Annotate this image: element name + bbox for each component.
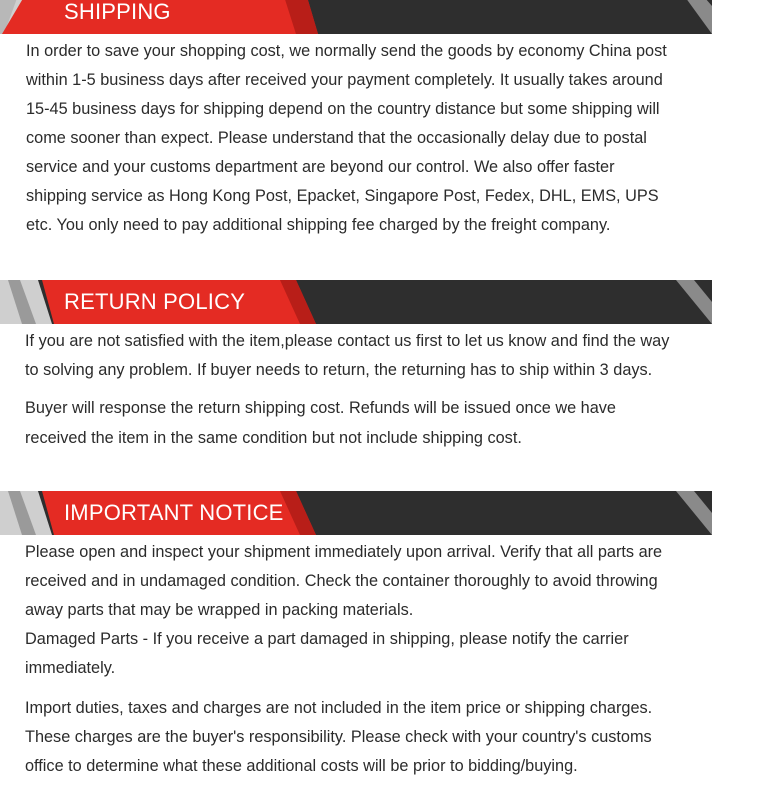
paragraph-line: These charges are the buyer's responsibility. Please check with your country's customs [25, 728, 652, 746]
paragraph-line: away parts that may be wrapped in packing materials. [25, 601, 414, 619]
paragraph-line: Buyer will response the return shipping cost. Refunds will be issued once we have [25, 399, 616, 417]
paragraph-line: come sooner than expect. Please understand that the occasionally delay due to postal [26, 129, 647, 147]
paragraph-line: within 1-5 business days after received your payment completely. It usually takes around [26, 71, 663, 89]
return-policy-title: RETURN POLICY [64, 289, 246, 314]
shipping-title: SHIPPING [64, 0, 171, 24]
important-notice-banner [0, 491, 712, 535]
paragraph-line: If you are not satisfied with the item,please contact us first to let us know and find the way [25, 332, 670, 350]
paragraph-line: Import duties, taxes and charges are not included in the item price or shipping charges. [25, 699, 653, 717]
paragraph-line: etc. You only need to pay additional shipping fee charged by the freight company. [26, 216, 611, 234]
paragraph-line: Damaged Parts - If you receive a part damaged in shipping, please notify the carrier [25, 630, 629, 648]
paragraph-line: received the item in the same condition but not include shipping cost. [25, 429, 522, 447]
paragraph-line: In order to save your shopping cost, we normally send the goods by economy China post [26, 42, 667, 60]
paragraph-line: office to determine what these additional costs will be prior to bidding/buying. [25, 757, 578, 775]
shipping-banner [0, 0, 712, 34]
paragraph-line: received and in undamaged condition. Check the container thoroughly to avoid throwing [25, 572, 658, 590]
paragraph-line: service and your customs department are beyond our control. We also offer faster [26, 158, 615, 176]
paragraph-line: Please open and inspect your shipment immediately upon arrival. Verify that all parts are [25, 543, 663, 561]
important-notice-title: IMPORTANT NOTICE [64, 500, 284, 525]
paragraph-line: to solving any problem. If buyer needs to return, the returning has to ship within 3 days. [25, 361, 653, 379]
paragraph-line: 15-45 business days for shipping depend on the country distance but some shipping will [26, 100, 660, 118]
paragraph-line: shipping service as Hong Kong Post, Epacket, Singapore Post, Fedex, DHL, EMS, UPS [26, 187, 659, 205]
return-policy-banner [0, 280, 712, 324]
paragraph-line: immediately. [25, 659, 116, 677]
